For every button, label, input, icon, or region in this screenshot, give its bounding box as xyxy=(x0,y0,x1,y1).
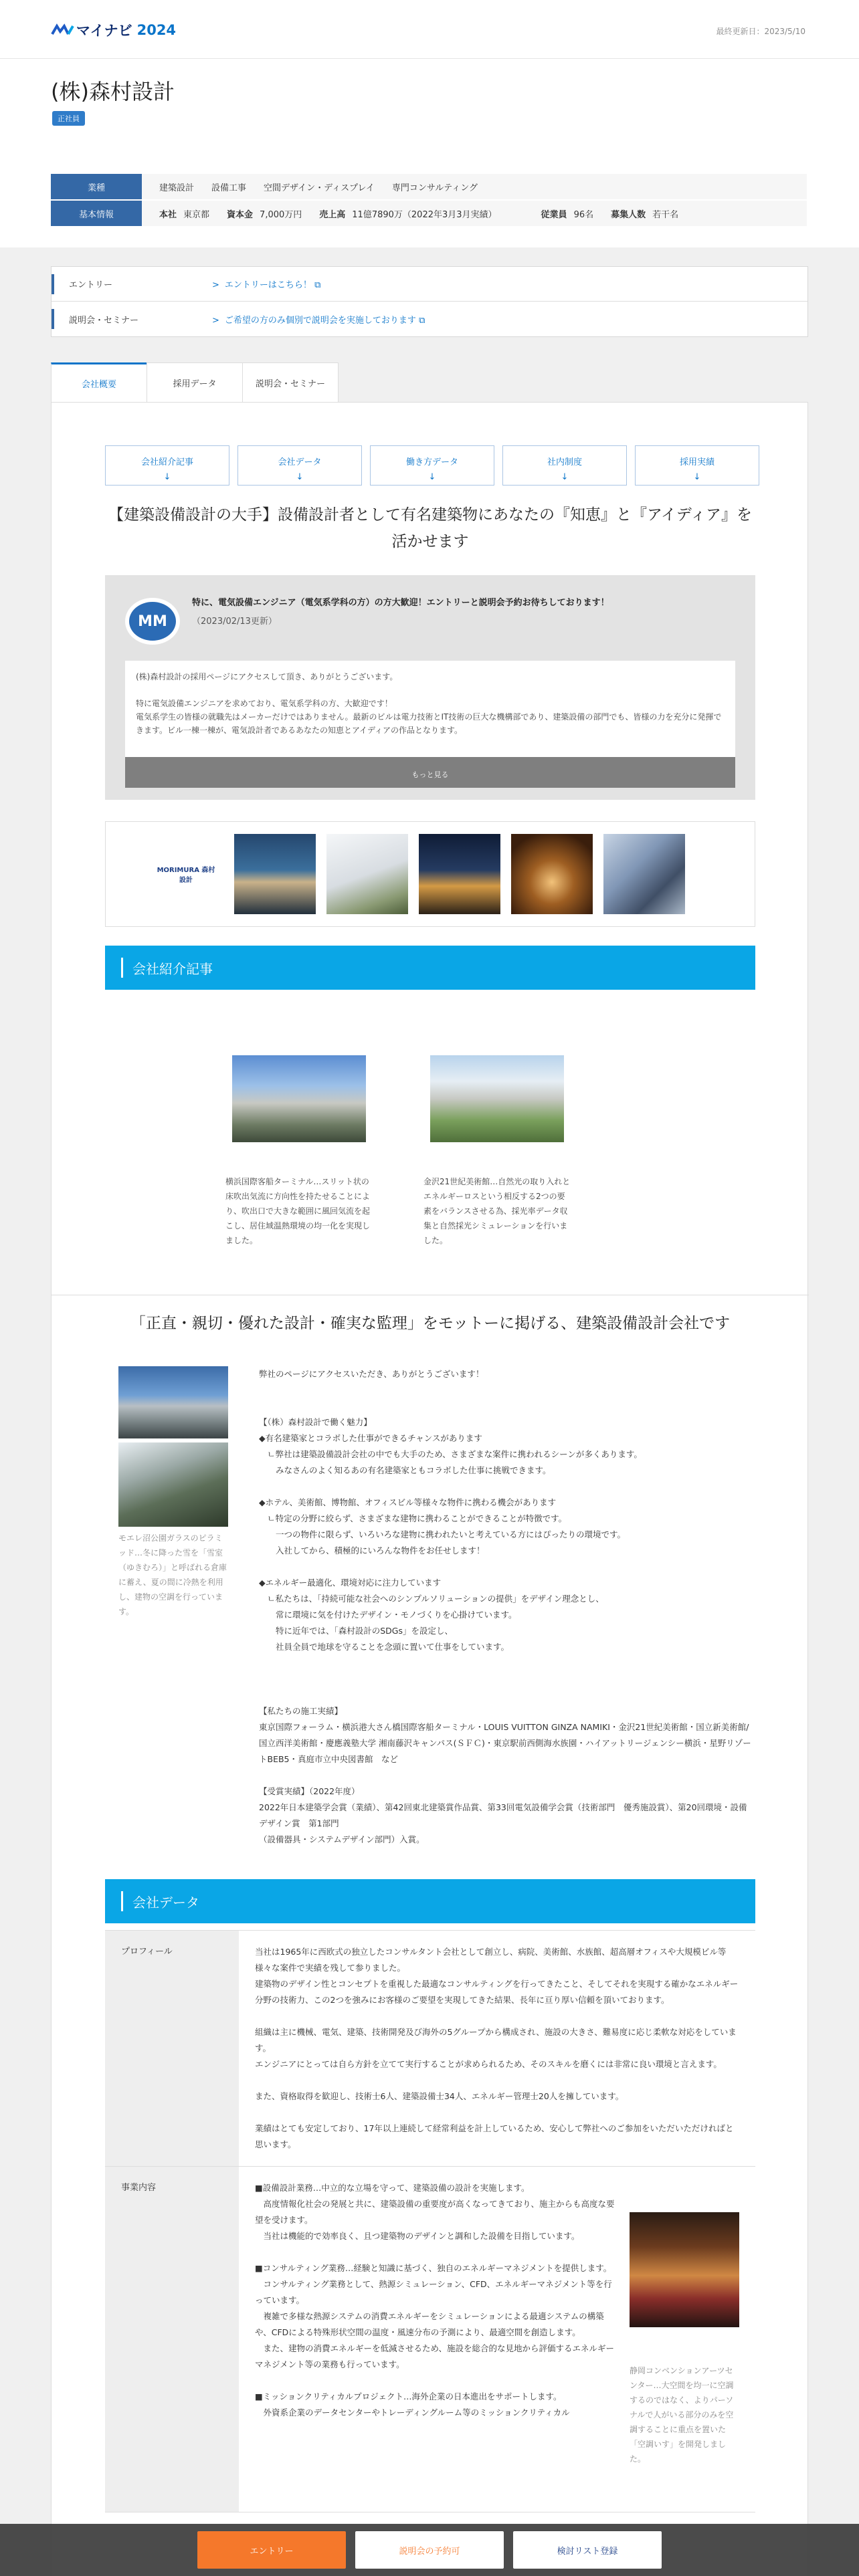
chevron-right-icon: > xyxy=(212,280,219,290)
anchor-hiring-record[interactable]: 採用実績 ↓ xyxy=(635,445,759,486)
seminar-link[interactable]: > ご希望の方のみ個別で説明会を実施しております ⧉ xyxy=(212,315,425,326)
message-date: （2023/02/13更新） xyxy=(192,617,277,627)
basic-info-label: 基本情報 xyxy=(51,201,142,226)
article-card[interactable] xyxy=(423,1055,571,1248)
show-more-button[interactable]: もっと見る xyxy=(125,757,735,788)
basic-info-item: 従業員 96名 xyxy=(541,209,594,220)
interior-photo xyxy=(118,1442,228,1527)
tab-seminar[interactable]: 説明会・セミナー xyxy=(242,362,339,403)
anchor-workstyle[interactable]: 働き方データ ↓ xyxy=(370,445,494,486)
seminar-row xyxy=(52,302,807,336)
employment-badge: 正社員 xyxy=(52,111,85,126)
profile-text: 当社は1965年に西欧式の独立したコンサルタント会社として創立し、病院、美術館、水族館、超高層オフィスや大規模ビル等様々な案件で実績を残して参りました。 建築物のデザイン性とコンセプトを重視した最適なコンサルティングを行ってきたこと、そしてそれを実現する確かなエネルギー分野の技術力、この2つを強みにお客様のご要望を実現してきた結果、長年に亘り厚い信頼を頂いております。 組織は主に機械、電気、建築、技術開発及び海外の5グループから構成され、施設の大きさ、難易度に応じ柔軟な対応をしています。 エンジニアにとっては自ら方針を立てて実行することが求められるため、そのスキルを磨くには非常に良い環境と言えます。 また、資格取得を歓迎し、技術士6人、建築設備士34人、エネルギー管理士20人を擁しています。 業績はとても安定しており、17年以上連続して経常利益を計上しているため、安心して弊社へのご参加をいただいただければと思います。 xyxy=(255,1947,739,2149)
entry-button[interactable]: エントリー xyxy=(197,2531,346,2569)
side-caption: モエレ沼公園ガラスのピラミッド…冬に降った雪を「雪室（ゆきむろ）」と呼ばれる倉庫に蓄え、夏の間に冷熱を利用し、建物の空調を行っています。 xyxy=(118,1533,227,1616)
photo-gallery xyxy=(105,821,755,927)
profile-row xyxy=(105,1931,755,2167)
industry-item: 専門コンサルティング xyxy=(391,183,478,193)
convention-photo xyxy=(630,2212,739,2327)
external-link-icon: ⧉ xyxy=(314,280,321,290)
main-content xyxy=(51,402,808,2576)
article-photo xyxy=(430,1055,564,1142)
arrow-down-icon: ↓ xyxy=(163,472,171,482)
company-info-table xyxy=(51,174,807,227)
brand-name: マイナビ xyxy=(76,23,132,39)
lead-heading: 【建築設備設計の大手】設備設計者として有名建築物にあなたの『知恵』と『アイディア』を活かせます xyxy=(108,506,753,550)
industry-label: 業種 xyxy=(51,174,142,199)
pyramid-photo xyxy=(118,1366,228,1438)
anchor-company-data[interactable]: 会社データ ↓ xyxy=(237,445,362,486)
motto-heading: 「正直・親切・優れた設計・確実な監理」をモットーに掲げる、建築設備設計会社です xyxy=(130,1315,731,1332)
basic-info-item: 募集人数 若干名 xyxy=(611,209,679,220)
last-updated: 最終更新日：2023/5/10 xyxy=(716,27,805,36)
business-caption: 静岡コンベンションアーツセンター…大空間を均一に空調するのではなく、よりパーソナルで人がいる部分のみを空調することに重点を置いた「空調いす」を開発しました。 xyxy=(630,2366,734,2464)
gallery-photo[interactable] xyxy=(419,834,500,914)
tab-bar xyxy=(51,362,338,403)
intro-body: 弊社のページにアクセスいただき、ありがとうございます！ 【（株）森村設計で働く魅力】 ◆有名建築家とコラボした仕事ができるチャンスがあります ㄴ弊社は建築設備設計会社の中でも大手のため、さまざまな案件に携われるシーンが多くあります。 みなさんのよく知るあの有名建築家ともコラボした仕事に挑戦できます。 ◆ホテル、美術館、博物館、オフィスビル等様々な物件に携わる機会があります ㄴ特定の分野に絞らず、さまざまな建物に携わることができることが特徴です。 一つの物件に限らず、いろいろな建物に携われたいと考えている方にはぴったりの環境です。 入社してから、積極的にいろんな物件をお任せします！ ◆エネルギー最適化、環境対応に注力しています ㄴ私たちは、「持続可能な社会へのシンプルソリューションの提供」をデザイン理念とし、 常に環境に気を付けたデザイン・モノづくりを心掛けています。 特に近年では、「森村設計のSDGs」を設定し、 社員全員で地球を守ることを念頭に置いて仕事をしています。 【私たちの施工実績】 東京国際フォーラム・横浜港大さん橋国際客船ターミナル・LOUIS VUITTON GINZA NAMIKI・金沢21世紀美術館・国立新美術館/国立西洋美術館・慶應義塾大学 湘南藤沢キャンパス(ＳＦＣ)・東京駅前西側海水族園・ハイアットリージェンシー横浜・星野リゾートBEB5・真庭市立中央図書館 など 【受賞実績】（2022年度） 2022年日本建築学会賞（業績）、第42回東北建築賞作品賞、第33回電気設備学会賞（技術部門 優秀施設賞）、第20回環境・設備デザイン賞 第1部門 （設備器具・システムデザイン部門）入賞。 xyxy=(259,1369,751,1844)
business-row xyxy=(105,2167,755,2512)
basic-info-item: 売上高 11億7890万（2022年3月3月実績） xyxy=(319,209,497,220)
industry-item: 建築設計 xyxy=(159,183,195,193)
tab-recruit-data[interactable]: 採用データ xyxy=(147,362,243,403)
bottom-action-bar xyxy=(0,2524,859,2576)
entry-label: エントリー xyxy=(52,274,212,294)
industry-row xyxy=(51,174,807,199)
basic-info-item: 本社 東京都 xyxy=(159,209,210,220)
site-header xyxy=(0,0,859,59)
industry-item: 設備工事 xyxy=(211,183,247,193)
basic-info-values xyxy=(142,207,678,220)
chevron-right-icon: > xyxy=(212,315,219,326)
external-link-icon: ⧉ xyxy=(419,315,425,326)
gallery-photo[interactable] xyxy=(326,834,408,914)
message-title: 特に、電気設備エンジニア（電気系学科の方）の方大歓迎！エントリーと説明会予約お待ちしております！ （2023/02/13更新） xyxy=(192,598,609,627)
arrow-down-icon: ↓ xyxy=(428,472,436,482)
mynavi-logo[interactable] xyxy=(51,20,176,40)
mynavi-mark-icon xyxy=(51,23,75,37)
gallery-photo[interactable] xyxy=(603,834,685,914)
seminar-reserve-button[interactable]: 説明会の予約可 xyxy=(355,2531,504,2569)
anchor-articles[interactable]: 会社紹介記事 ↓ xyxy=(105,445,229,486)
entry-link[interactable]: > エントリーはこちら！ ⧉ xyxy=(212,280,321,290)
intro-side xyxy=(118,1366,228,1619)
company-header xyxy=(0,59,859,247)
brand-year: 2024 xyxy=(136,22,177,38)
article-photo xyxy=(232,1055,366,1142)
tab-company-overview[interactable]: 会社概要 xyxy=(51,362,147,403)
business-text: ■設備設計業務…中立的な立場を守って、建築設備の設計を実施します。 高度情報化社会の発展と共に、建築設備の重要度が高くなってきており、施主からも高度な要望を受けます。 当社は機能的で効率良く、且つ建築物のデザインと調和した設備を目指しています。 ■コンサルティング業務…経験と知識に基づく、独自のエネルギーマネジメントを提供します。 コンサルティング業務として、熱源シミュレーション、CFD、エネルギーマネジメント等を行っています。 複雑で多様な熱源システムの消費エネルギーをシミュレーションによる最適システムの構築や、CFDによる特殊形状空間の温度・風速分布の予測により、最適空間を創造します。 また、建物の消費エネルギーを低減させるため、施設を総合的な見地から評価するエネルギーマネジメント等の業務も行っています。 ■ミッションクリティカルプロジェクト…海外企業の日本進出をサポートします。 外資系企業のデータセンターやトレーディングルーム等のミッションクリティカル xyxy=(255,2183,615,2418)
business-aside xyxy=(630,2180,739,2498)
avatar: MM xyxy=(125,598,180,645)
section-data-heading: 会社データ xyxy=(105,1879,755,1923)
section-articles-heading: 会社紹介記事 xyxy=(105,946,755,990)
seminar-label: 説明会・セミナー xyxy=(52,309,212,329)
basic-info-row xyxy=(51,201,807,226)
anchor-nav xyxy=(105,445,759,486)
arrow-down-icon: ↓ xyxy=(693,472,701,482)
company-data-table xyxy=(105,1930,755,2512)
gallery-photo[interactable] xyxy=(234,834,316,914)
entry-row xyxy=(52,267,807,302)
basic-info-item: 資本金 7,000万円 xyxy=(227,209,302,220)
article-text: 横浜国際客船ターミナル…スリット状の床吹出気流に方向性を持たせることにより、吹出口で大きな範囲に風回気流を起こし、居住域温熱環境の均一化を実現しました。 xyxy=(225,1177,371,1245)
profile-label: プロフィール xyxy=(105,1931,239,2166)
event-links xyxy=(51,266,808,337)
company-logo: MORIMURA 森村設計 xyxy=(157,867,215,884)
industry-values xyxy=(142,181,478,193)
anchor-system[interactable]: 社内制度 ↓ xyxy=(502,445,627,486)
business-label: 事業内容 xyxy=(105,2167,239,2512)
business-content xyxy=(239,2167,755,2512)
arrow-down-icon: ↓ xyxy=(296,472,304,482)
industry-item: 空間デザイン・ディスプレイ xyxy=(264,183,375,193)
gallery-photo[interactable] xyxy=(511,834,593,914)
message-body: (株)森村設計の採用ページにアクセスして頂き、ありがとうございます。 特に電気設備エンジニアを求めており、電気系学科の方、大歓迎です！ 電気系学生の皆様の就職先はメーカーだけではありません。最新のビルは電力技術とIT技術の巨大な機構部であり、建築設備の部門でも、皆様の力を充分に発揮できます。ビル一棟一棟が、電気設計者であるあなたの知恵とアイディアの作品となります。 xyxy=(125,661,735,788)
article-text: 金沢21世紀美術館…自然光の取り入れとエネルギーロスという相反する2つの要素をバランスさせる為、採光率データ収集と自然採光シミュレーションを行いました。 xyxy=(423,1177,571,1245)
article-card[interactable] xyxy=(225,1055,373,1248)
arrow-down-icon: ↓ xyxy=(561,472,569,482)
recruiter-message xyxy=(105,575,755,800)
company-name: (株)森村設計 xyxy=(51,79,175,104)
add-to-list-button[interactable]: 検討リスト登録 xyxy=(513,2531,662,2569)
